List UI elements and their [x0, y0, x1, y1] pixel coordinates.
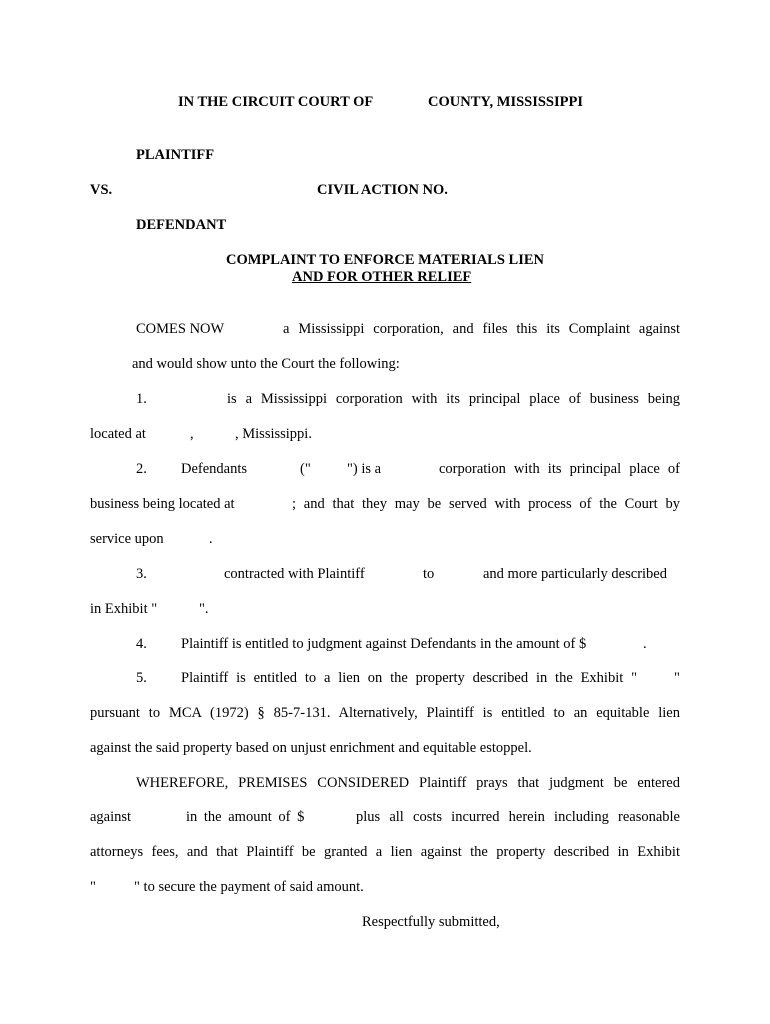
closing-respectfully: Respectfully submitted, — [362, 914, 500, 930]
p1-mississippi: , Mississippi. — [235, 426, 312, 442]
wherefore-quote-open: " — [90, 879, 96, 895]
wherefore-line-1: WHEREFORE, PREMISES CONSIDERED Plaintiff prays that judgment be entered — [136, 775, 680, 791]
wherefore-against: against — [90, 809, 132, 825]
wherefore-costs: plus all costs incurred herein including reasonable — [356, 809, 680, 825]
p2-number: 2. — [136, 461, 147, 477]
wherefore-amount: in the amount of $ — [186, 809, 305, 825]
p2-defendants: Defendants — [181, 461, 248, 477]
intro-comes-now: COMES NOW — [136, 321, 225, 337]
p1-line-1: is a Mississippi corporation with its principal place of business being — [227, 391, 680, 407]
p2-corporation: corporation with its principal place of — [439, 461, 680, 477]
intro-line-1 — [283, 320, 680, 338]
vs-label: VS. — [90, 182, 113, 198]
p3-number: 3. — [136, 566, 147, 582]
intro-line-2: and would show unto the Court the following: — [132, 356, 400, 372]
p1-number: 1. — [136, 391, 147, 407]
p5-line-2: pursuant to MCA (1972) § 85-7-131. Alternatively, Plaintiff is entitled to an equitable lien — [90, 705, 680, 721]
p5-line-1: Plaintiff is entitled to a lien on the property described in the Exhibit " — [181, 670, 637, 686]
intro-text: a Mississippi corporation, and files this its Complaint against — [283, 321, 680, 337]
p2-period: . — [209, 531, 213, 547]
p3-to: to — [423, 566, 435, 582]
p5-number: 5. — [136, 670, 147, 686]
p1-comma: , — [190, 426, 194, 442]
court-prefix: IN THE CIRCUIT COURT OF — [178, 94, 374, 110]
p2-located-at: business being located at — [90, 496, 235, 512]
p2-is-a: ") is a — [347, 461, 382, 477]
p3-exhibit: in Exhibit " — [90, 601, 158, 617]
p2-service-upon: service upon — [90, 531, 164, 547]
wherefore-line-3: attorneys fees, and that Plaintiff be granted a lien against the property described in Exhibit — [90, 844, 680, 860]
plaintiff-label: PLAINTIFF — [136, 147, 215, 163]
court-suffix: COUNTY, MISSISSIPPI — [428, 94, 583, 110]
p5-quote: " — [674, 670, 680, 686]
p4-text: Plaintiff is entitled to judgment against Defendants in the amount of $ — [181, 636, 587, 652]
p2-served: ; and that they may be served with process of the Court by — [292, 496, 680, 512]
p3-described: and more particularly described — [483, 566, 667, 582]
p3-exhibit-close: ". — [199, 601, 209, 617]
p2-quote-open: (" — [300, 461, 311, 477]
civil-action-label: CIVIL ACTION NO. — [317, 182, 448, 198]
complaint-title-line1: COMPLAINT TO ENFORCE MATERIALS LIEN — [226, 252, 544, 268]
p1-located-at: located at — [90, 426, 146, 442]
wherefore-line-4: " to secure the payment of said amount. — [134, 879, 364, 895]
complaint-title-line2: AND FOR OTHER RELIEF — [292, 269, 472, 285]
p3-contracted: contracted with Plaintiff — [224, 566, 365, 582]
p5-line-3: against the said property based on unjust enrichment and equitable estoppel. — [90, 740, 532, 756]
p4-number: 4. — [136, 636, 147, 652]
p4-period: . — [643, 636, 647, 652]
defendant-label: DEFENDANT — [136, 217, 227, 233]
